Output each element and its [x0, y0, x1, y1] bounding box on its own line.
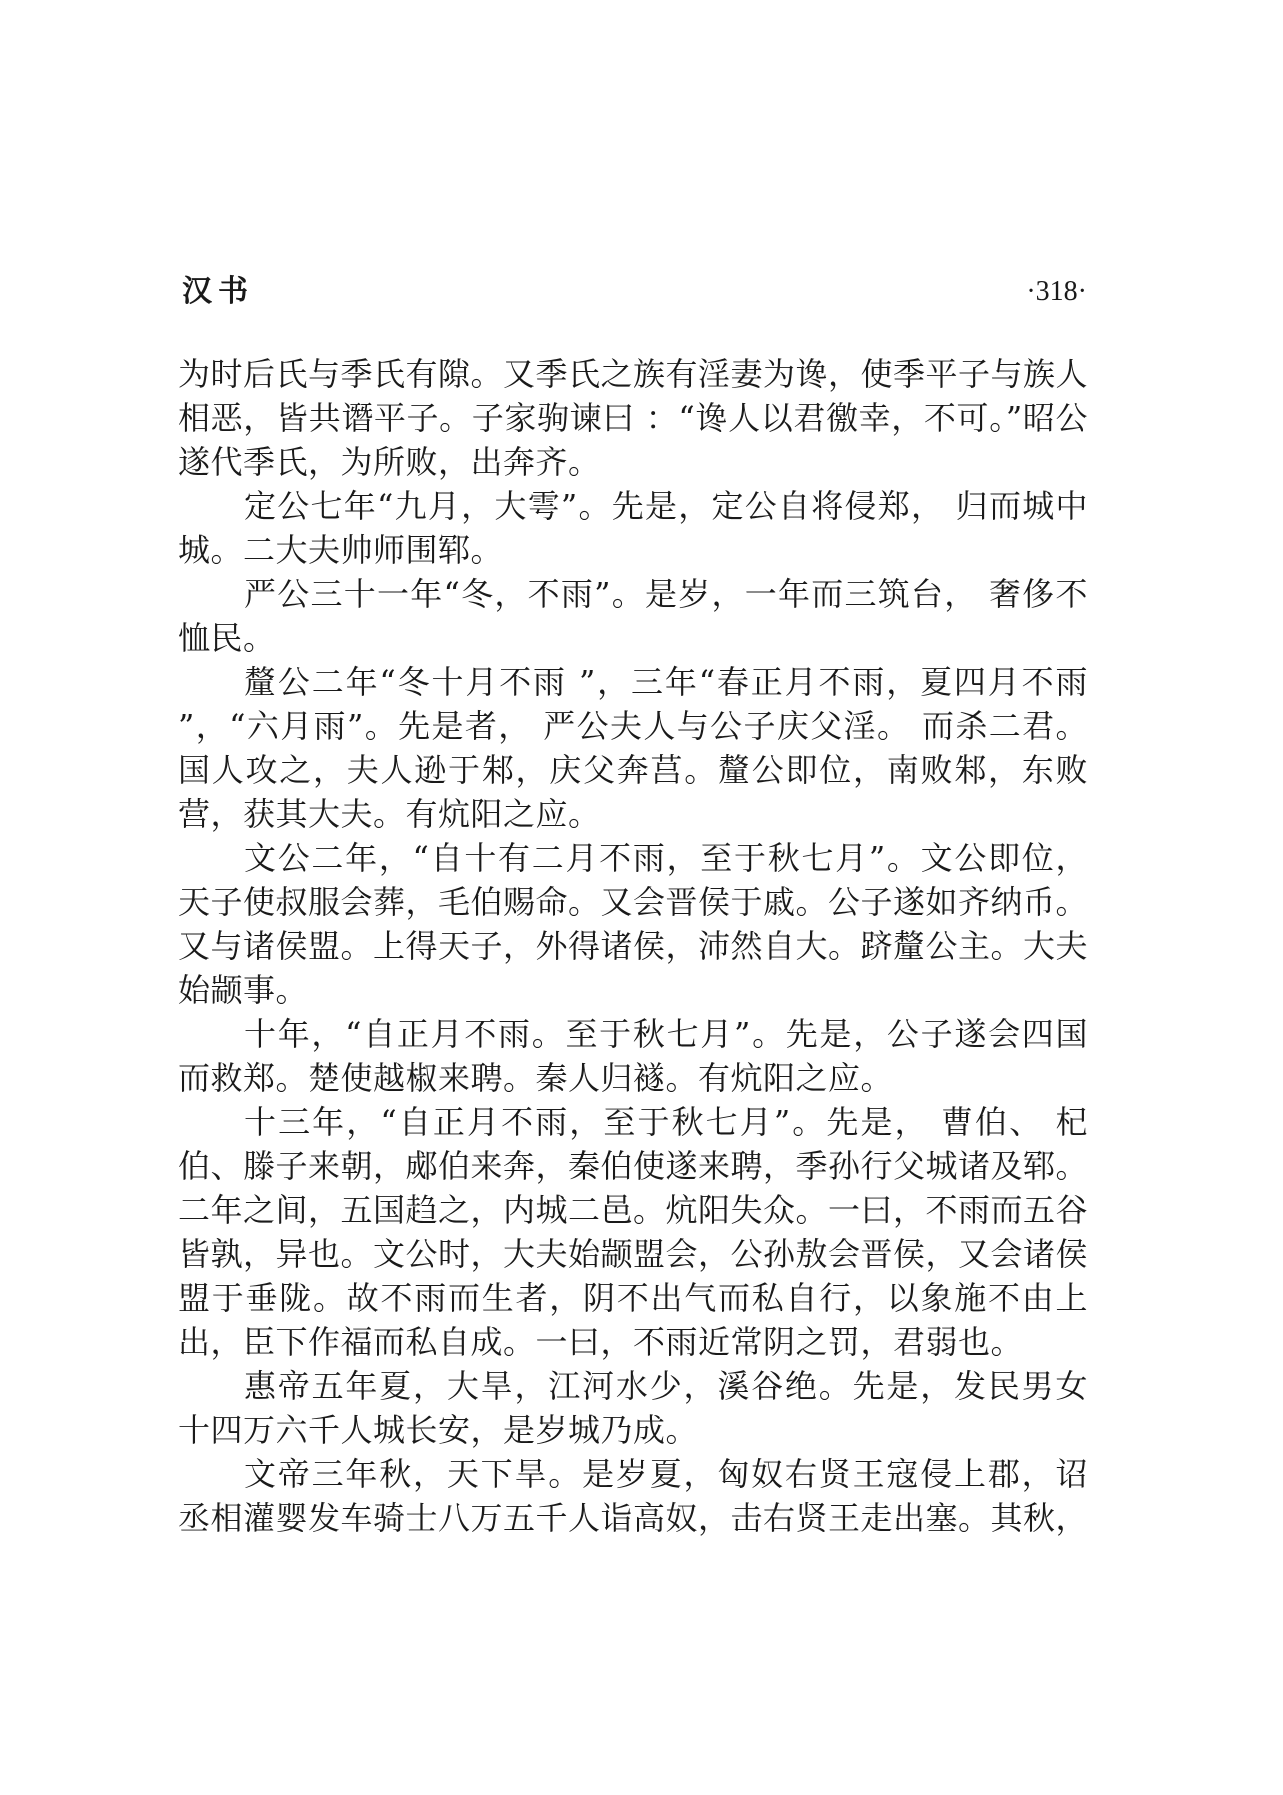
paragraph: 文帝三年秋，天下旱。是岁夏，匈奴右贤王寇侵上郡，诏丞相灌婴发车骑士八万五千人诣高奴，击右贤王走出塞。其秋， [178, 1455, 1089, 1537]
paragraph: 定公七年“九月，大雩”。先是，定公自将侵郑， 归而城中城。二大夫帅师围郓。 [178, 487, 1088, 569]
body-text [178, 352, 1088, 1540]
book-title: 汉书 [182, 274, 254, 309]
paragraph: 严公三十一年“冬，不雨”。是岁，一年而三筑台， 奢侈不恤民。 [178, 575, 1088, 657]
page-number: ·318· [1026, 276, 1087, 307]
paragraph: 文公二年，“自十有二月不雨，至于秋七月”。文公即位，天子使叔服会葬，毛伯赐命。又会晋侯于戚。公子遂如齐纳币。又与诸侯盟。上得天子，外得诸侯，沛然自大。跻釐公主。大夫始颛事。 [178, 839, 1089, 1009]
page-header [182, 272, 1087, 312]
paragraph: 釐公二年“冬十月不雨 ”，三年“春正月不雨，夏四月不雨 ”，“六月雨”。先是者， 严公夫人与公子庆父淫。 而杀二君。国人攻之，夫人逊于邾，庆父奔莒。釐公即位，南败邾，东败营，获其大夫。有炕阳之应。 [178, 663, 1088, 833]
paragraph: 十年，“自正月不雨。至于秋七月”。先是，公子遂会四国而救郑。楚使越椒来聘。秦人归襚。有炕阳之应。 [178, 1015, 1088, 1097]
paragraph: 十三年，“自正月不雨，至于秋七月”。先是， 曹伯、 杞伯、滕子来朝，郕伯来奔，秦伯使遂来聘，季孙行父城诸及郓。二年之间，五国趋之，内城二邑。炕阳失众。一曰，不雨而五谷皆孰，异也。文公时，大夫始颛盟会，公孙敖会晋侯，又会诸侯盟于垂陇。故不雨而生者，阴不出气而私自行，以象施不由上出，臣下作福而私自成。一曰，不雨近常阴之罚，君弱也。 [178, 1103, 1089, 1361]
paragraph: 惠帝五年夏，大旱，江河水少，溪谷绝。先是，发民男女十四万六千人城长安，是岁城乃成。 [178, 1367, 1088, 1449]
paragraph-continued: 为时后氏与季氏有隙。又季氏之族有淫妻为谗，使季平子与族人相恶，皆共谮平子。子家驹谏曰 ：“谗人以君徼幸，不可。”昭公遂代季氏，为所败，出奔齐。 [178, 355, 1089, 481]
